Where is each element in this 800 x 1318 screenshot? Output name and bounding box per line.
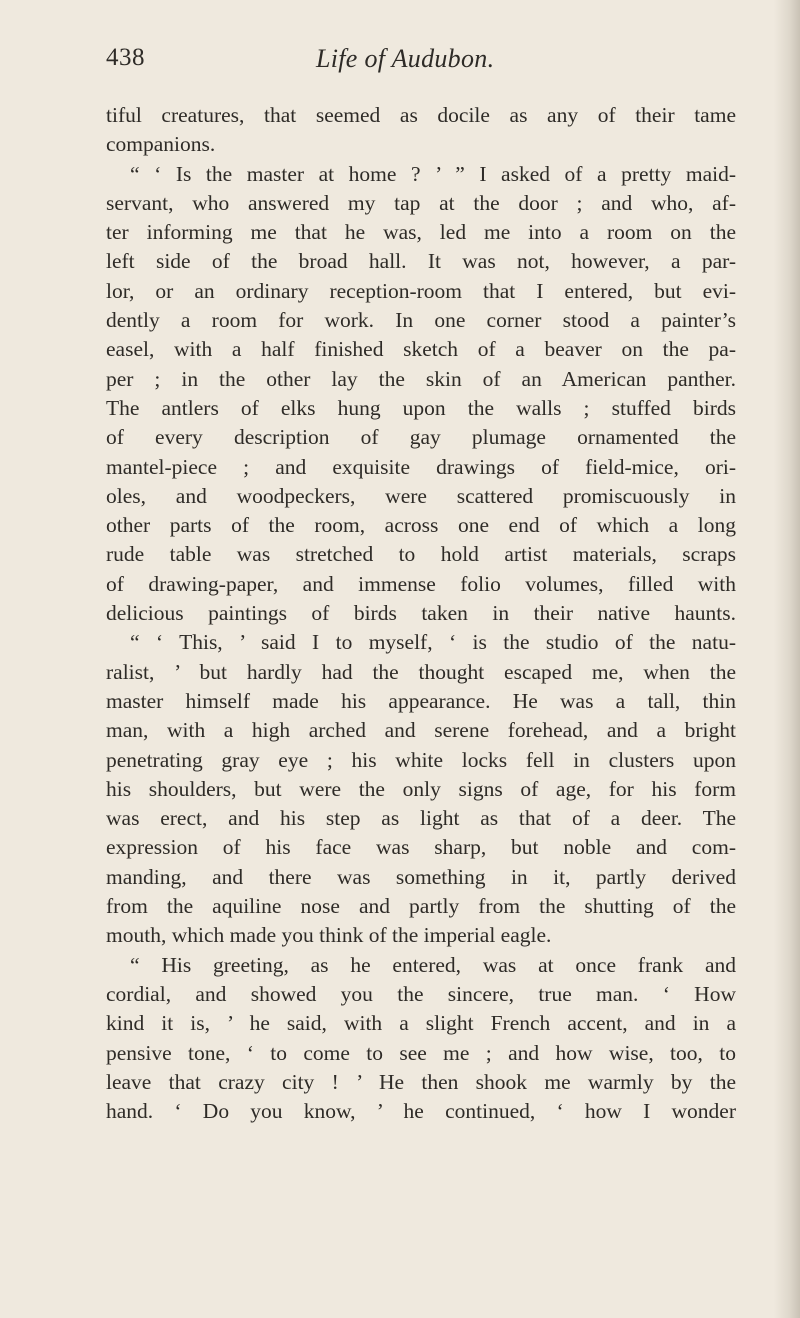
text-line: from the aquiline nose and partly from the shutting of the <box>106 894 736 919</box>
text-line: hand. ‘ Do you know, ’ he continued, ‘ how I wonder <box>106 1099 736 1124</box>
text-line: oles, and woodpeckers, were scattered promiscuously in <box>106 483 736 508</box>
text-line: pensive tone, ‘ to come to see me ; and how wise, too, to <box>106 1040 736 1065</box>
text-line: tiful creatures, that seemed as docile as any of their tame <box>106 103 736 127</box>
text-line: mantel-piece ; and exquisite drawings of field-mice, ori- <box>106 454 736 479</box>
text-line: cordial, and showed you the sincere, true man. ‘ How <box>106 981 736 1006</box>
text-line: manding, and there was something in it, partly derived <box>106 864 736 889</box>
text-line: ter informing me that he was, led me into a room on the <box>106 220 736 245</box>
text-line: his shoulders, but were the only signs of age, for his form <box>106 776 736 801</box>
text-line: rude table was stretched to hold artist materials, scraps <box>106 542 736 567</box>
text-line: companions. <box>106 132 216 157</box>
text-line: dently a room for work. In one corner stood a painter’s <box>106 308 736 333</box>
body-text <box>106 101 736 1126</box>
text-line: expression of his face was sharp, but noble and com- <box>106 835 736 860</box>
text-line: per ; in the other lay the skin of an American panther. <box>106 366 736 391</box>
page-edge-shadow <box>774 0 800 1318</box>
text-line: delicious paintings of birds taken in their native haunts. <box>106 601 736 626</box>
text-line: lor, or an ordinary reception-room that I entered, but evi- <box>106 278 736 303</box>
text-line: easel, with a half finished sketch of a beaver on the pa- <box>106 337 736 362</box>
text-line: “ ‘ Is the master at home ? ’ ” I asked of a pretty maid- <box>130 161 736 186</box>
text-line: master himself made his appearance. He was a tall, thin <box>106 688 736 713</box>
text-line: “ ‘ This, ’ said I to myself, ‘ is the studio of the natu- <box>130 630 736 655</box>
text-line: of every description of gay plumage ornamented the <box>106 425 736 450</box>
text-line: penetrating gray eye ; his white locks fell in clusters upon <box>106 747 736 772</box>
running-head: Life of Audubon. <box>316 44 495 73</box>
text-line: leave that crazy city ! ’ He then shook me warmly by the <box>106 1069 736 1094</box>
text-line: ralist, ’ but hardly had the thought escaped me, when the <box>106 659 736 684</box>
text-line: man, with a high arched and serene forehead, and a bright <box>106 718 736 743</box>
text-line: left side of the broad hall. It was not, however, a par- <box>106 249 736 274</box>
text-line: The antlers of elks hung upon the walls ; stuffed birds <box>106 395 736 420</box>
page-number: 438 <box>106 44 145 71</box>
text-line: mouth, which made you think of the imperial eagle. <box>106 923 552 948</box>
page-header <box>106 44 736 84</box>
text-line: servant, who answered my tap at the door ; and who, af- <box>106 190 736 215</box>
text-line: other parts of the room, across one end of which a long <box>106 513 736 538</box>
text-line: kind it is, ’ he said, with a slight French accent, and in a <box>106 1011 736 1036</box>
text-line: of drawing-paper, and immense folio volumes, filled with <box>106 571 736 596</box>
text-line: was erect, and his step as light as that of a deer. The <box>106 806 736 831</box>
text-line: “ His greeting, as he entered, was at once frank and <box>130 952 736 977</box>
